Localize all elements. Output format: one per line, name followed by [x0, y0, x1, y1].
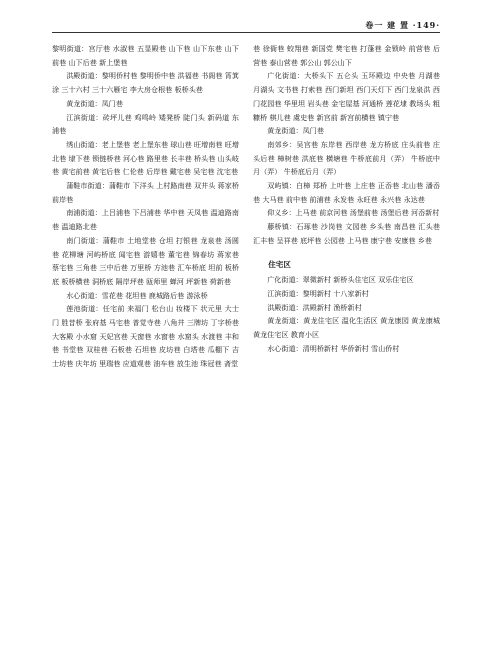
paragraph: 洪殿街道：洪殿新村 渔桥新村: [267, 302, 362, 312]
paragraph: 洪殿街道：黎明侨村巷 黎明侨中巷 洪福巷 书阁巷 筲箕涂 三十六村 三十六雁宅 李大房仓根巷 板桥头巷: [52, 71, 239, 95]
paragraph: 广化街道：翠微新村 新桥头住宅区 双乐住宅区: [267, 275, 414, 285]
header-rule: [52, 32, 440, 33]
paragraph: 藤桥镇：石琢巷 沙岗巷 文园巷 乡头巷 南昌巷 汇头巷 汇丰巷 呈祥巷 底坪巷 公园巷 上马巷 康宁巷 安康巷 乡巷: [253, 222, 440, 245]
paragraph: 江滨街道：砖坪儿巷 鸡鸣岭 矮凳桥 陡门头 新码道 东浦巷: [52, 112, 239, 136]
paragraph: 巷 徐衙巷 蛟翔巷 新国党 樊宅巷 打蓬巷 金锁岭 前营巷 后营巷 泰山营巷 郭公山 郭公山下: [253, 44, 440, 67]
paragraph: 南门街道：蒲鞋市 土地堂巷 仓坦 打银巷 龙泉巷 汤圆巷 花柳塘 河屿桥底 闻宅巷 游嬉巷 董宅巷 锦春坊 蒋家巷 蔡宅巷 三角巷 三中后巷 万里桥 方池巷 汇车桥底 坦前 板桥底 板桥横巷 洞桥底 隔岸坪巷 瓯师里 蝉河 坪新巷 荷新巷: [52, 235, 239, 286]
paragraph: 黄龙街道：凤门巷: [66, 98, 123, 108]
paragraph: 广化街道：大桥头下 五仑头 玉环殿边 中央巷 月湖巷 月湖头 文书巷 打索巷 西门新坦 西门天灯下 西门龙泉洪 西门花园巷 华里坦 岩头巷 金宅屋基 河通桥 莲花埭 教场头 粗糠桥 棋儿巷 虞史巷 新宫前 新宫前横巷 镇宁巷: [253, 71, 440, 122]
section-heading: 住宅区: [268, 259, 291, 269]
right-column: [253, 42, 440, 355]
running-header: 卷一 建 置 ·149·: [365, 20, 440, 30]
paragraph: 南郊乡：吴宫巷 东岸巷 西岸巷 龙方桥底 庄头前巷 庄头后巷 樟树巷 洪底巷 横塘巷 牛桥底前月（弄） 牛桥底中月（弄） 牛桥底后月（弄）: [253, 139, 440, 177]
paragraph: 黄龙街道：凤门巷: [267, 126, 324, 136]
paragraph: 黄龙街道：黄龙住宅区 温化生活区 黄龙康园 黄龙康城 黄龙住宅区 教育小区: [253, 316, 440, 340]
paragraph: 江滨街道：黎明新村 十八家新村: [267, 288, 369, 298]
paragraph: 黎明街道：宫厅巷 水淑巷 五显殿巷 山下巷 山下东巷 山下前巷 山下后巷 新上堡巷: [52, 44, 239, 67]
paragraph: 双屿镇：白樟 郑桥 上叶巷 上庄巷 正岙巷 北山巷 潘岙巷 大马巷 前中巷 前浦巷 永发巷 永旺巷 永兴巷 永达巷: [253, 181, 440, 204]
paragraph: 仰义乡：上马巷 前京河巷 汤堡前巷 汤堡后巷 河岙新村: [267, 208, 440, 218]
paragraph: 南浦街道：上吕浦巷 下吕浦巷 华中巷 天凤巷 温迪路南巷 温迪路北巷: [52, 208, 239, 232]
left-column: [52, 42, 239, 371]
paragraph: 蒲鞋市街道：蒲鞋市 下洋头 上村路南巷 双井头 蒋家桥 前岸巷: [52, 181, 239, 204]
paragraph: 水心街道：雪花巷 花坦巷 鹿城路后巷 游泳桥: [66, 290, 208, 300]
paragraph: 水心街道：清明桥新村 华侨新村 雪山侨村: [267, 343, 400, 353]
paragraph: 莲池街道：任宅前 来福门 松台山 妆楼下 状元里 大士门 胜昔桥 张府基 马宅巷 普觉寺巷 八角井 三牌坊 丁字桥巷 大客殿 小水窟 天妃宫巷 天窗巷 水窗巷 水窟头 水渡巷 丰和巷 书堂巷 双桂巷 石板巷 石坦巷 皮坊巷 白塔巷 瓜棚下 吉士坊巷 庆年坊 里瑞巷 应道观巷 油车巷 放生池 珠冠巷 斋堂: [52, 304, 239, 369]
paragraph: 绣山街道：老上堡巷 老上堡东巷 球山巷 旺增南巷 旺增北巷 埭下巷 锁链桥巷 河心巷 路里巷 长丰巷 桥头巷 山头岐巷 黄宅前巷 黄宅后巷 仁伦巷 后岸巷 戴宅巷 吴宅巷 沈宅巷: [52, 139, 239, 177]
